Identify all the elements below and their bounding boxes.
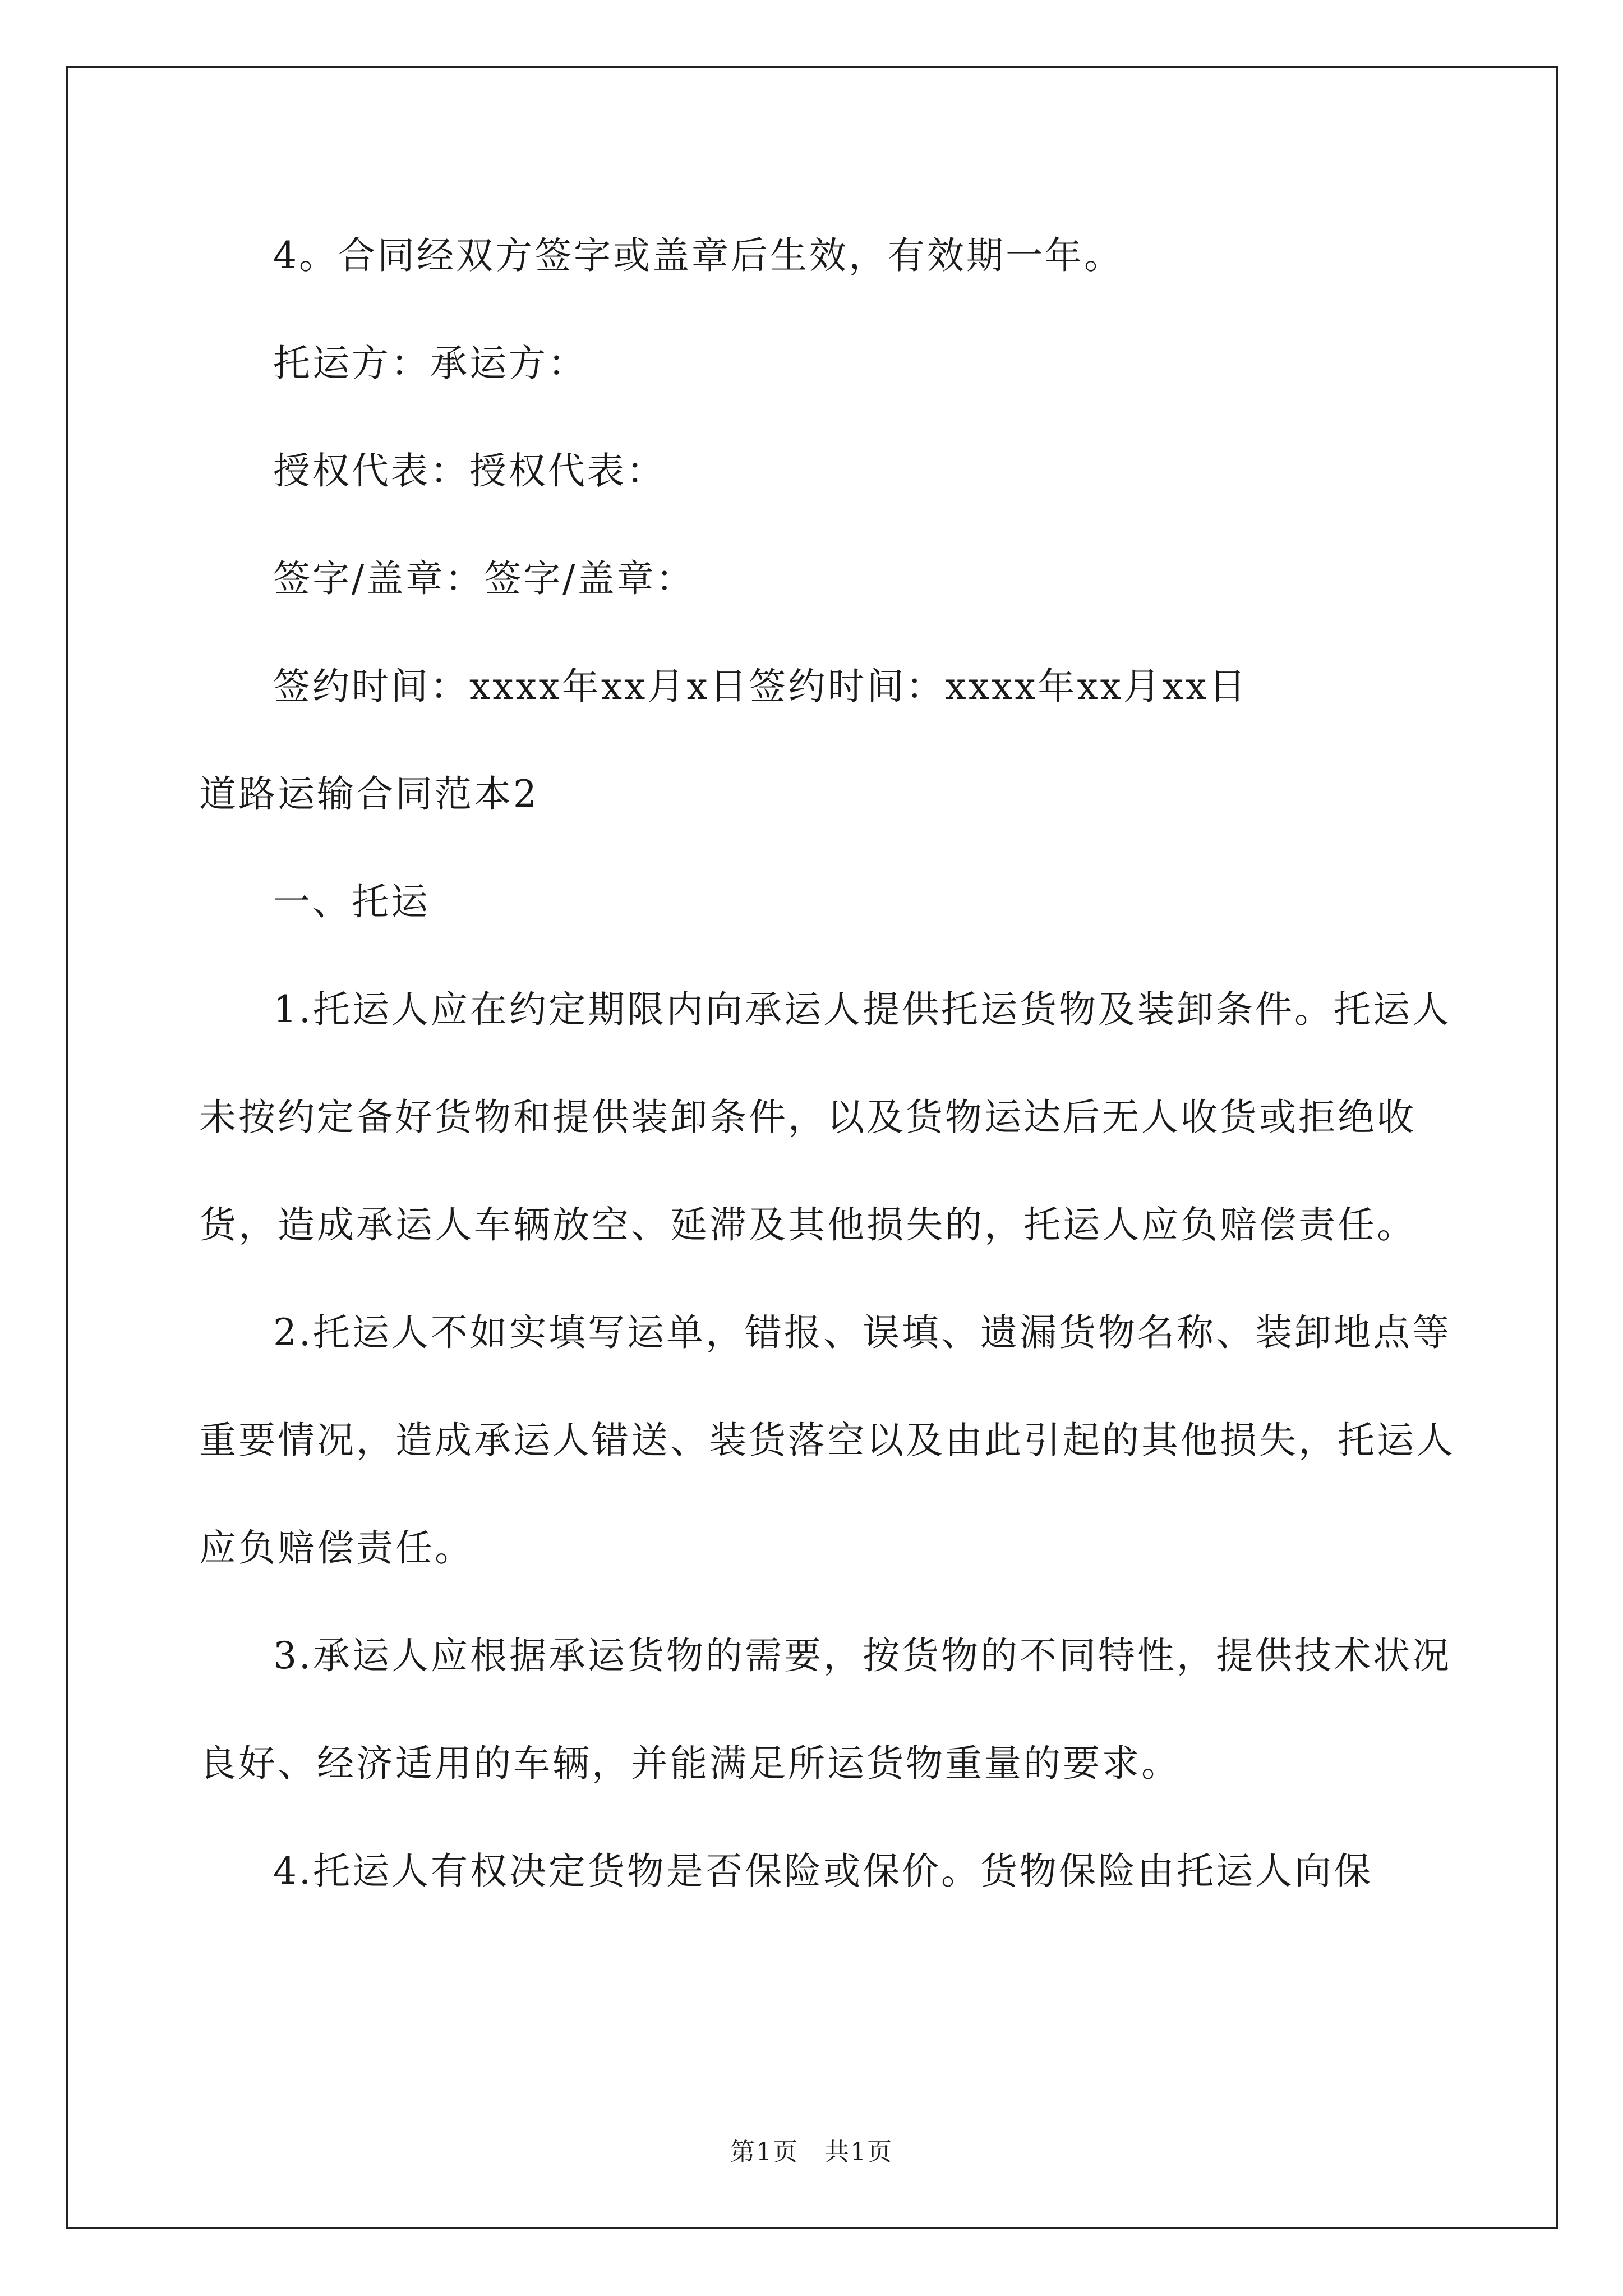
paragraph-representatives: 授权代表：授权代表： [273,449,666,493]
page-footer: 第1页 共1页 [730,2138,893,2166]
section-heading-consignment: 一、托运 [273,880,430,923]
paragraph-parties: 托运方：承运方： [273,342,587,385]
clause-4: 4.托运人有权决定货物是否保险或保价。货物保险由托运人向保 [273,1849,1373,1893]
paragraph-effective-clause: 4。合同经双方签字或盖章后生效，有效期一年。 [273,234,1123,277]
document-body [199,202,1461,1925]
clause-2: 2.托运人不如实填写运单，错报、误填、遗漏货物名称、装卸地点等重要情况，造成承运人错送、装货落空以及由此引起的其他损失，托运人应负赔偿责任。 [199,1311,1455,1570]
paragraph-signatures: 签字/盖章：签字/盖章： [273,557,695,600]
section-title: 道路运输合同范本2 [199,772,539,816]
paragraph-sign-dates: 签约时间：xxxx年xx月x日签约时间：xxxx年xx月xx日 [273,665,1248,708]
clause-3: 3.承运人应根据承运货物的需要，按货物的不同特性，提供技术状况良好、经济适用的车辆，并能满足所运货物重量的要求。 [199,1634,1451,1785]
clause-1: 1.托运人应在约定期限内向承运人提供托运货物及装卸条件。托运人未按约定备好货物和提供装卸条件，以及货物运达后无人收货或拒绝收货，造成承运人车辆放空、延滞及其他损失的，托运人应负赔偿责任。 [199,988,1451,1246]
